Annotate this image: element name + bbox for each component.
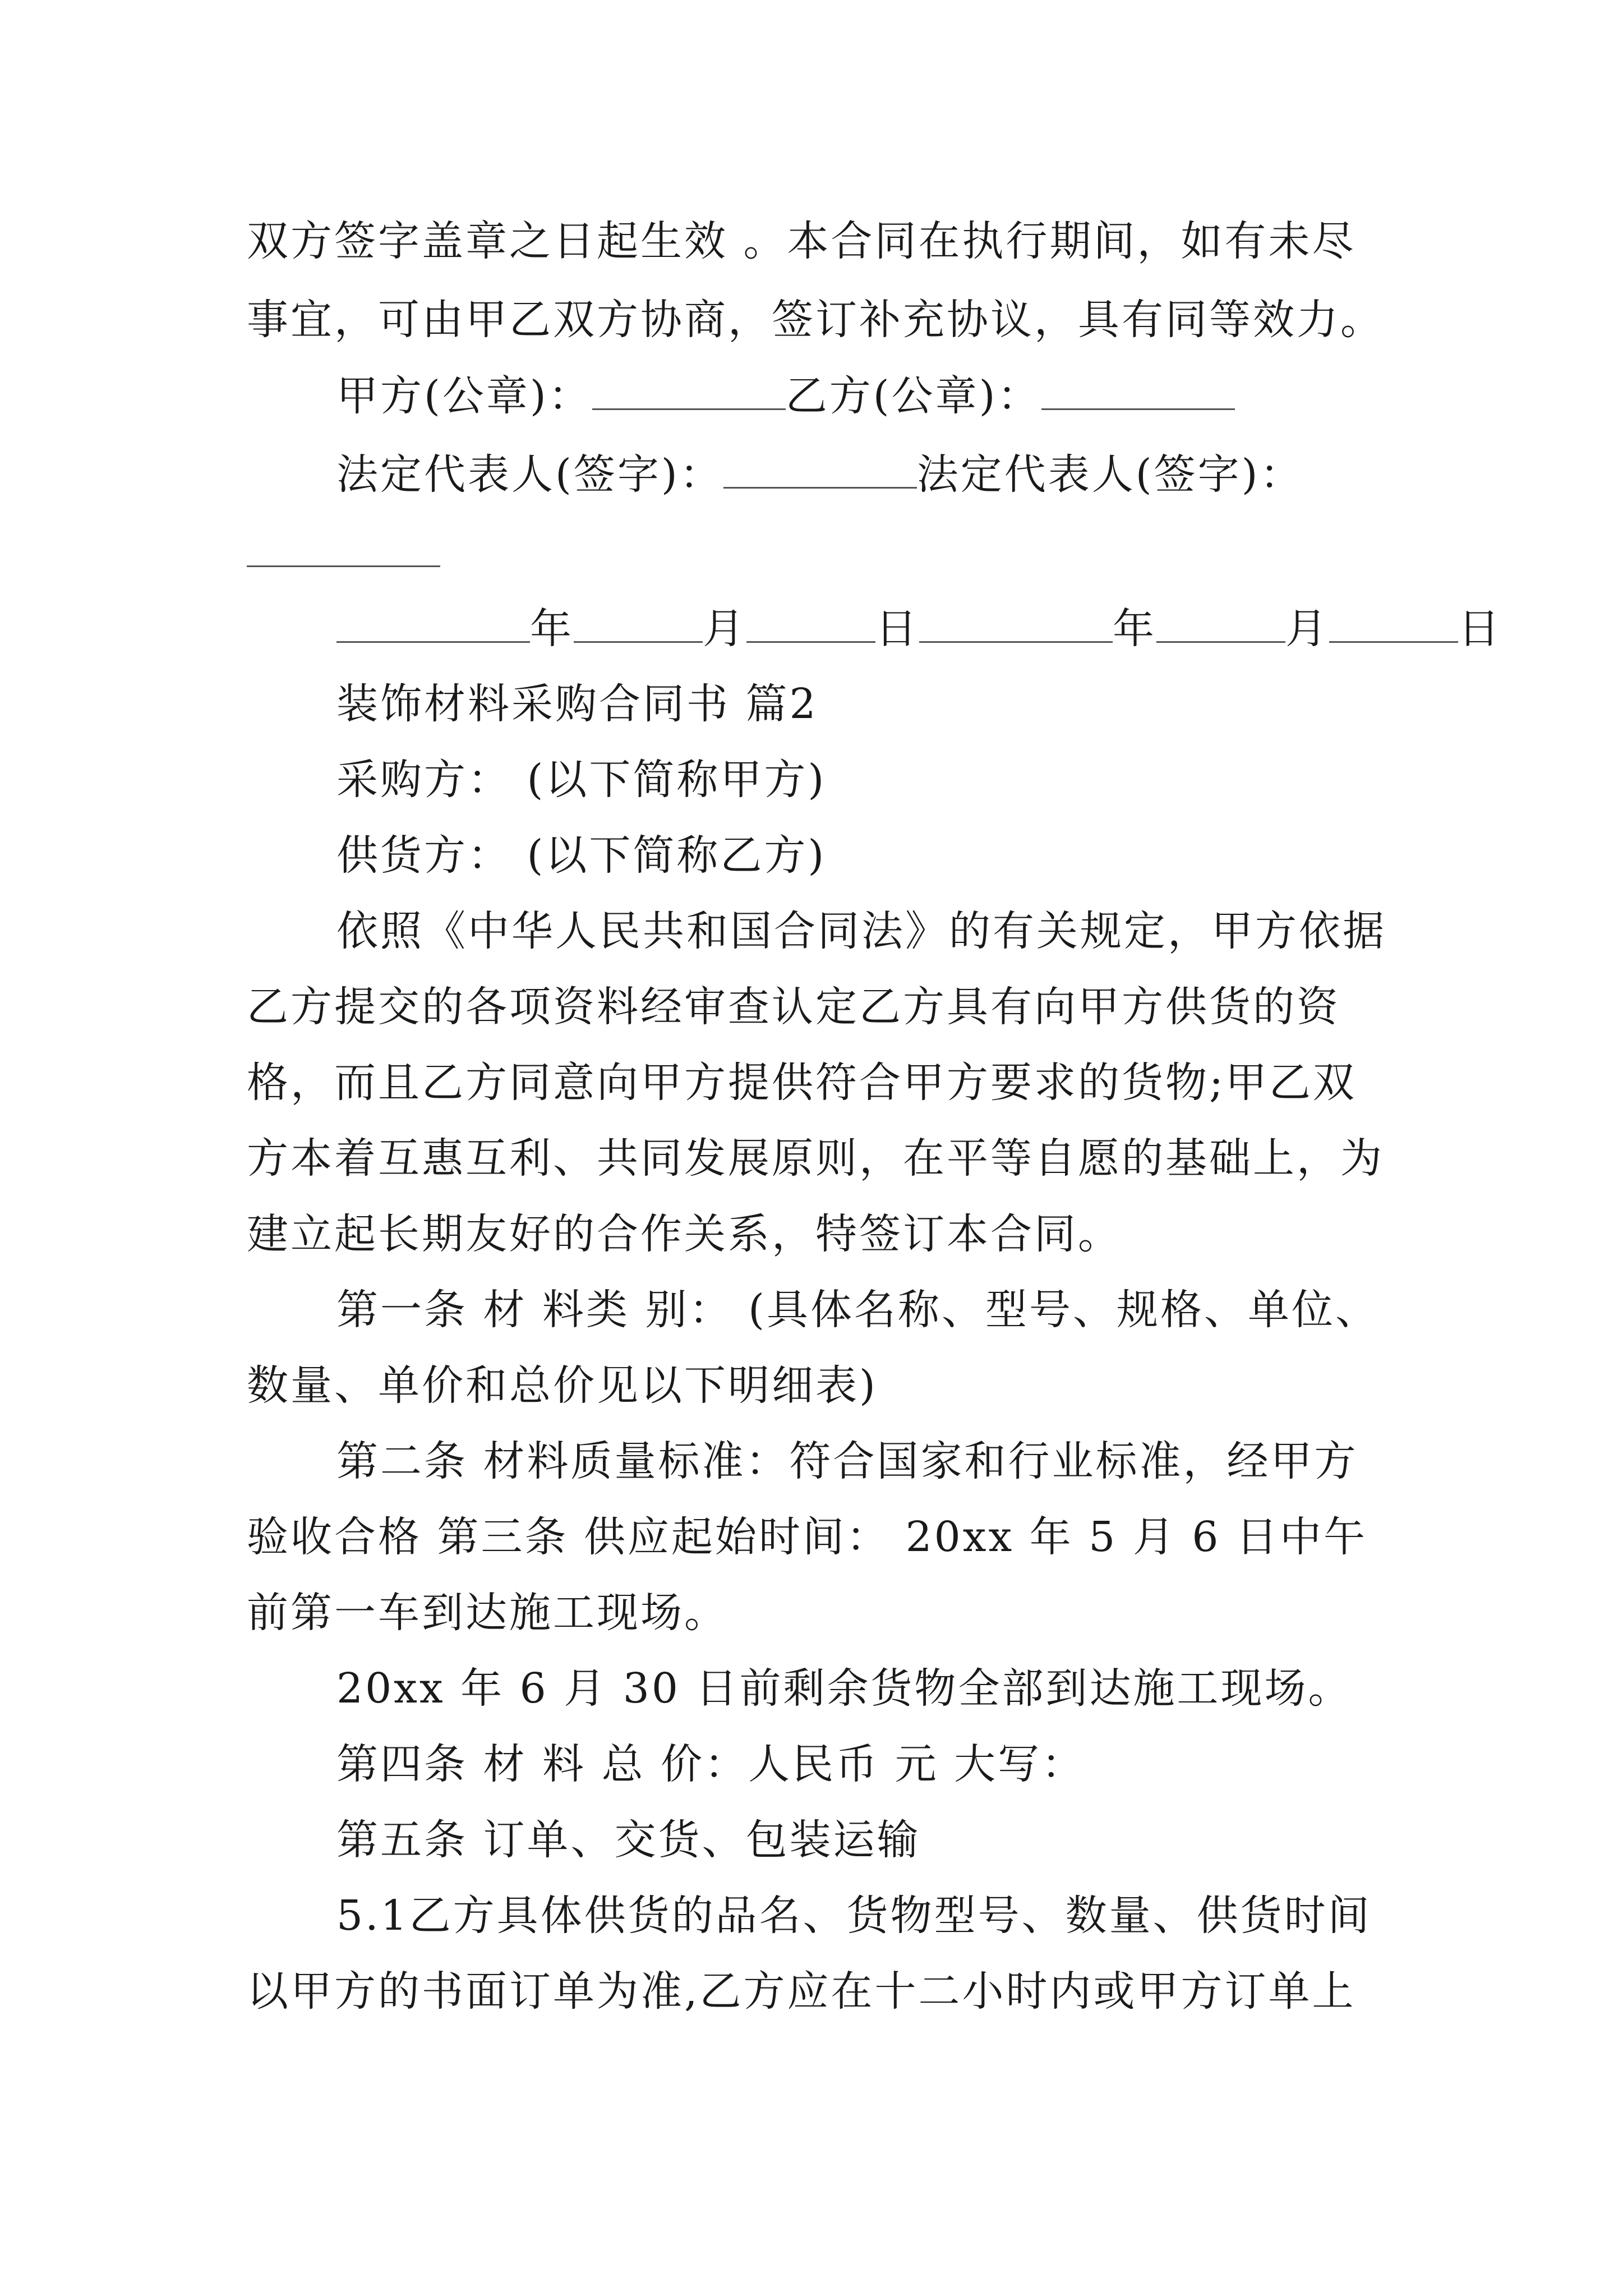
paragraph-line: 依照《中华人民共和国合同法》的有关规定，甲方依据 [336, 907, 1386, 955]
paragraph-line: 格，而且乙方同意向甲方提供符合甲方要求的货物;甲乙双 [247, 1059, 1357, 1107]
date-row [336, 603, 1502, 654]
legal-rep-b-blank [247, 527, 440, 567]
paragraph-line: 建立起长期友好的合作关系，特签订本合同。 [247, 1210, 1122, 1258]
date-a-month: 月 [703, 605, 746, 653]
seal-row [336, 370, 1235, 421]
date-a-month-blank [574, 603, 703, 643]
paragraph-line: 前第一车到达施工现场。 [247, 1589, 728, 1637]
date-a-day: 日 [875, 605, 919, 653]
legal-rep-a-blank [723, 449, 917, 489]
purchaser-line: 采购方： (以下简称甲方) [336, 756, 827, 804]
paragraph-line: 数量、单价和总价见以下明细表) [247, 1361, 878, 1410]
article-4-line: 第四条 材 料 总 价：人民币 元 大写： [336, 1740, 1086, 1788]
date-a-year: 年 [530, 605, 574, 653]
paragraph-line: 20xx 年 6 月 30 日前剩余货物全部到达施工现场。 [336, 1664, 1352, 1713]
paragraph-line: 乙方提交的各项资料经审查认定乙方具有向甲方供货的资 [247, 983, 1340, 1031]
paragraph-line: 以甲方的书面订单为准,乙方应在十二小时内或甲方订单上 [247, 1967, 1356, 2016]
date-b-day: 日 [1458, 605, 1502, 653]
article-5-line: 第五条 订单、交货、包装运输 [336, 1816, 921, 1864]
date-b-month: 月 [1285, 605, 1329, 653]
party-a-seal-blank [592, 370, 786, 410]
article-1-line: 第一条 材 料类 别： (具体名称、型号、规格、单位、 [336, 1286, 1379, 1334]
party-a-seal-label: 甲方(公章)： [336, 372, 592, 420]
date-b-year-blank [919, 603, 1113, 643]
date-b-year: 年 [1113, 605, 1156, 653]
date-b-day-blank [1329, 603, 1458, 643]
legal-rep-row [336, 449, 1304, 500]
legal-rep-a-label: 法定代表人(签字)： [336, 450, 723, 499]
clause-5-1-line: 5.1乙方具体供货的品名、货物型号、数量、供货时间 [336, 1892, 1372, 1940]
party-b-seal-label: 乙方(公章)： [785, 372, 1041, 420]
date-a-year-blank [336, 603, 530, 643]
paragraph-line: 验收合格 第三条 供应起始时间： 20xx 年 5 月 6 日中午 [247, 1513, 1367, 1561]
party-b-seal-blank [1041, 370, 1235, 410]
legal-rep-b-blank-row [247, 527, 440, 578]
article-2-line: 第二条 材料质量标准：符合国家和行业标准，经甲方 [336, 1437, 1358, 1485]
paragraph-line: 方本着互惠互利、共同发展原则，在平等自愿的基础上，为 [247, 1134, 1384, 1182]
legal-rep-b-label: 法定代表人(签字)： [916, 450, 1304, 499]
paragraph-line: 事宜，可由甲乙双方协商，签订补充协议，具有同等效力。 [247, 296, 1384, 344]
supplier-line: 供货方： (以下简称乙方) [336, 831, 827, 880]
date-b-month-blank [1156, 603, 1285, 643]
section-heading: 装饰材料采购合同书 篇2 [336, 680, 818, 728]
date-a-day-blank [746, 603, 875, 643]
paragraph-line: 双方签字盖章之日起生效 。本合同在执行期间，如有未尽 [247, 217, 1356, 265]
